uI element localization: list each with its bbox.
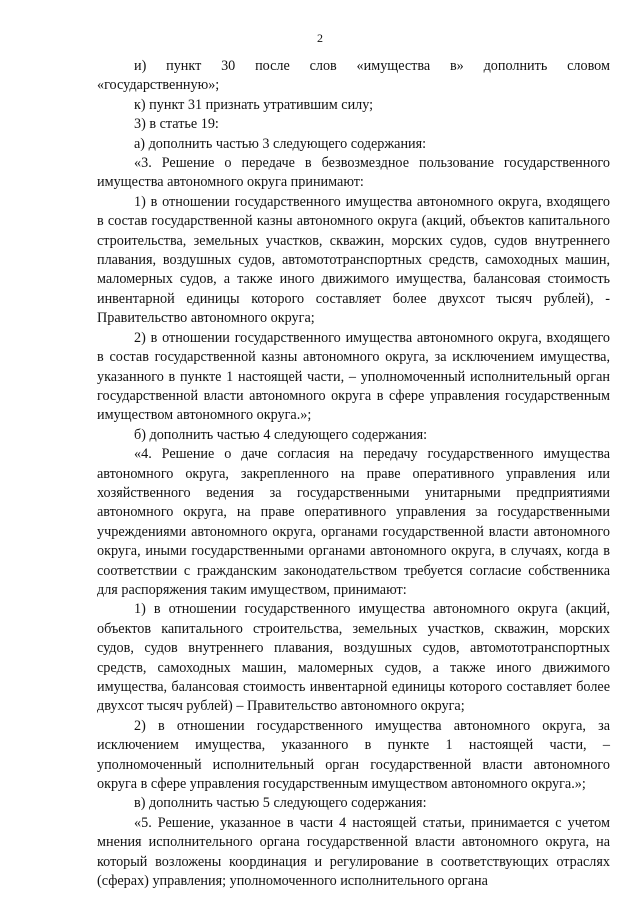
paragraph-part-3-point-2: 2) в отношении государственного имущества автономного округа, входящего в состав государственной казны автономного округа, за исключением имущества, указанного в пункте 1 настоящей части, – уполномоченный исполнительный орган государственной власти автономного округа в сфере управления государственным имуществом автономного округа.»; xyxy=(97,329,610,424)
paragraph-part-3-intro: «3. Решение о передаче в безвозмездное пользование государственного имущества автономного округа принимают: xyxy=(97,155,610,191)
paragraph-add-part-4: б) дополнить частью 4 следующего содержания: xyxy=(134,426,428,443)
paragraph-item-k: к) пункт 31 признать утратившим силу; xyxy=(134,96,374,113)
paragraph-add-part-3: а) дополнить частью 3 следующего содержания: xyxy=(134,135,427,152)
paragraph-part-4-point-1: 1) в отношении государственного имущества автономного округа (акций, объектов капитального строительства, земельных участков, скважин, морских судов, судов внутреннего плавания, воздушных судов, автомототранспортных средств, самоходных машин, маломерных судов, а также иного движимого имущества, балансовая стоимость инвентарной единицы которого составляет более двухсот тысяч рублей) – Правительство автономного округа; xyxy=(97,601,610,715)
paragraph-part-5: «5. Решение, указанное в части 4 настоящей статьи, принимается с учетом мнения исполнительного органа государственной власти автономного округа, на который возложены координация и регулирование в соответствующих отраслях (сферах) управления; уполномоченного исполнительного органа xyxy=(97,814,610,890)
page-number: 2 xyxy=(317,31,323,45)
paragraph-part-4-intro: «4. Решение о даче согласия на передачу государственного имущества автономного округа, закрепленного на праве оперативного управления или хозяйственного ведения за государственными унитарными предприятиями автономного округа, на праве оперативного управления за государственными учреждениями автономного округа, органами государственной власти автономного округа, иными государственными органами автономного округа, в случаях, когда в соответствии с гражданским законодательством требуется согласие собственника для распоряжения таким имуществом, принимают: xyxy=(97,446,610,598)
paragraph-article-19: 3) в статье 19: xyxy=(134,116,219,133)
document-body xyxy=(97,57,610,891)
paragraph-part-4-point-2: 2) в отношении государственного имущества автономного округа, за исключением имущества, указанного в пункте 1 настоящей части, – уполномоченный исполнительный орган государственной власти автономного округа в сфере управления государственным имуществом автономного округа.»; xyxy=(97,717,610,793)
paragraph-add-part-5: в) дополнить частью 5 следующего содержания: xyxy=(134,795,427,812)
paragraph-item-i: и) пункт 30 после слов «имущества в» дополнить словом «государственную»; xyxy=(97,58,610,94)
paragraph-part-3-point-1: 1) в отношении государственного имущества автономного округа, входящего в состав государственной казны автономного округа (акций, объектов капитального строительства, земельных участков, скважин, морских судов, судов внутреннего плавания, воздушных судов, автомототранспортных средств, самоходных машин, маломерных судов, а также иного движимого имущества, балансовая стоимость инвентарной единицы которого составляет более двухсот тысяч рублей), - Правительство автономного округа; xyxy=(97,193,610,327)
